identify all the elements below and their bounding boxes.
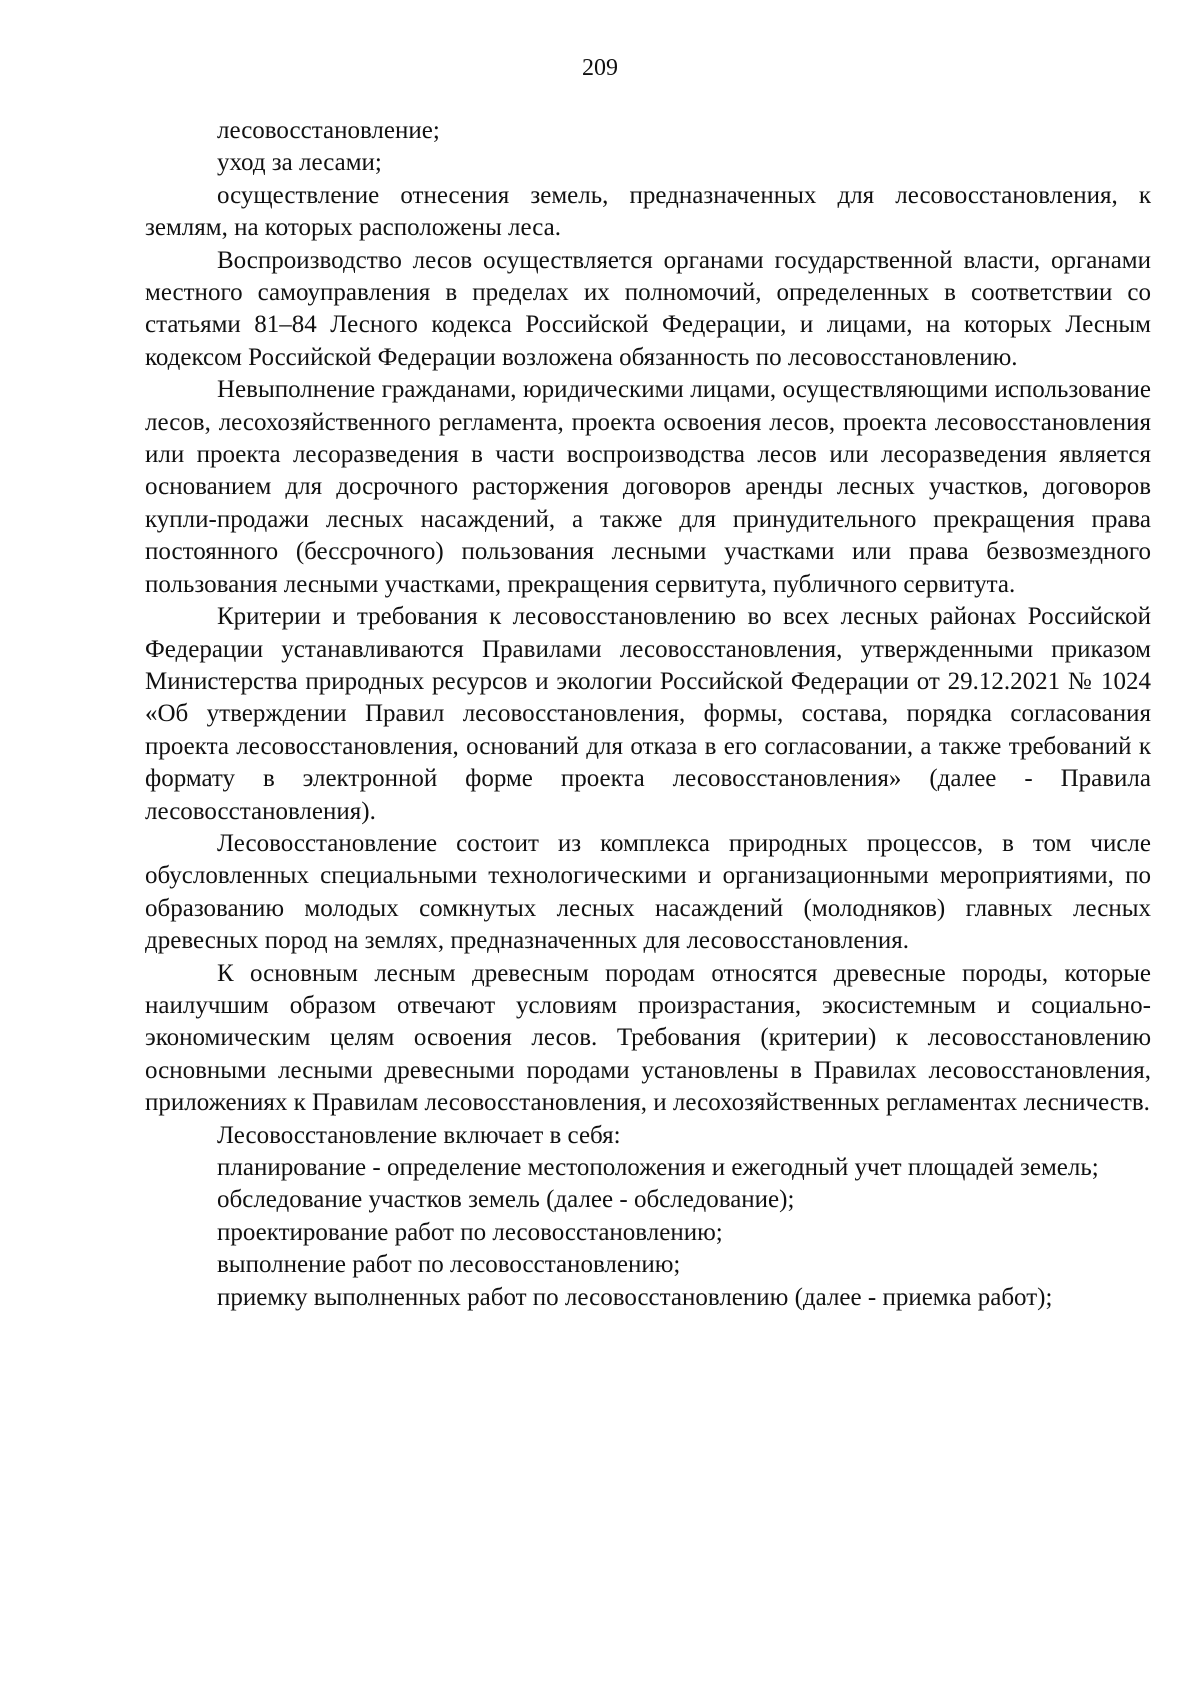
paragraph: уход за лесами; [217, 149, 382, 177]
paragraph: планирование - определение местоположения и ежегодный учет площадей земель; [217, 1154, 1099, 1181]
paragraph: Критерии и требования к лесовосстановлению во всех лесных районах Российской Федерации устанавливаются Правилами лесовосстановления, утвержденными приказом Министерства природных ресурсов и экологии Российской Федерации от 29.12.2021 № 1024 «Об утверждении Правил лесовосстановления, формы, состава, порядка согласования проекта лесовосстановления, оснований для отказа в его согласовании, а также требований к формату в электронной форме проекта лесовосстановления» (далее - Правила лесовосстановления). [145, 603, 1151, 825]
paragraph: выполнение работ по лесовосстановлению; [217, 1251, 681, 1279]
paragraph: осуществление отнесения земель, предназначенных для лесовосстановления, к землям, на которых расположены леса. [145, 181, 1151, 242]
paragraph: Лесовосстановление включает в себя: [217, 1121, 621, 1149]
paragraph: Лесовосстановление состоит из комплекса природных процессов, в том числе обусловленных специальными технологическими и организационными мероприятиями, по образованию молодых сомкнутых лесных насаждений (молодняков) главных лесных древесных пород на землях, предназначенных для лесовосстановления. [145, 829, 1151, 955]
document-body [145, 115, 1151, 1314]
paragraph: лесовосстановление; [217, 117, 440, 144]
paragraph: Воспроизводство лесов осуществляется органами государственной власти, органами местного самоуправления в пределах их полномочий, определенных в соответствии со статьями 81–84 Лесного кодекса Российской Федерации, и лицами, на которых Лесным кодексом Российской Федерации возложена обязанность по лесовосстановлению. [145, 246, 1151, 371]
paragraph: приемку выполненных работ по лесовосстановлению (далее - приемка работ); [217, 1283, 1053, 1311]
paragraph: обследование участков земель (далее - обследование); [217, 1186, 795, 1214]
page-number: 209 [582, 55, 618, 81]
paragraph: Невыполнение гражданами, юридическими лицами, осуществляющими использование лесов, лесохозяйственного регламента, проекта освоения лесов, проекта лесовосстановления или проекта лесоразведения в части воспроизводства лесов или лесоразведения является основанием для досрочного расторжения договоров аренды лесных участков, договоров купли-продажи лесных насаждений, а также для принудительного прекращения права постоянного (бессрочного) пользования лесными участками или права безвозмездного пользования лесными участками, прекращения сервитута, публичного сервитута. [145, 376, 1151, 598]
paragraph: проектирование работ по лесовосстановлению; [217, 1218, 723, 1246]
paragraph: К основным лесным древесным породам относятся древесные породы, которые наилучшим образом отвечают условиям произрастания, экосистемным и социально-экономическим целям освоения лесов. Требования (критерии) к лесовосстановлению основными лесными древесными породами установлены в Правилах лесовосстановления, приложениях к Правилам лесовосстановления, и лесохозяйственных регламентах лесничеств. [145, 959, 1151, 1117]
